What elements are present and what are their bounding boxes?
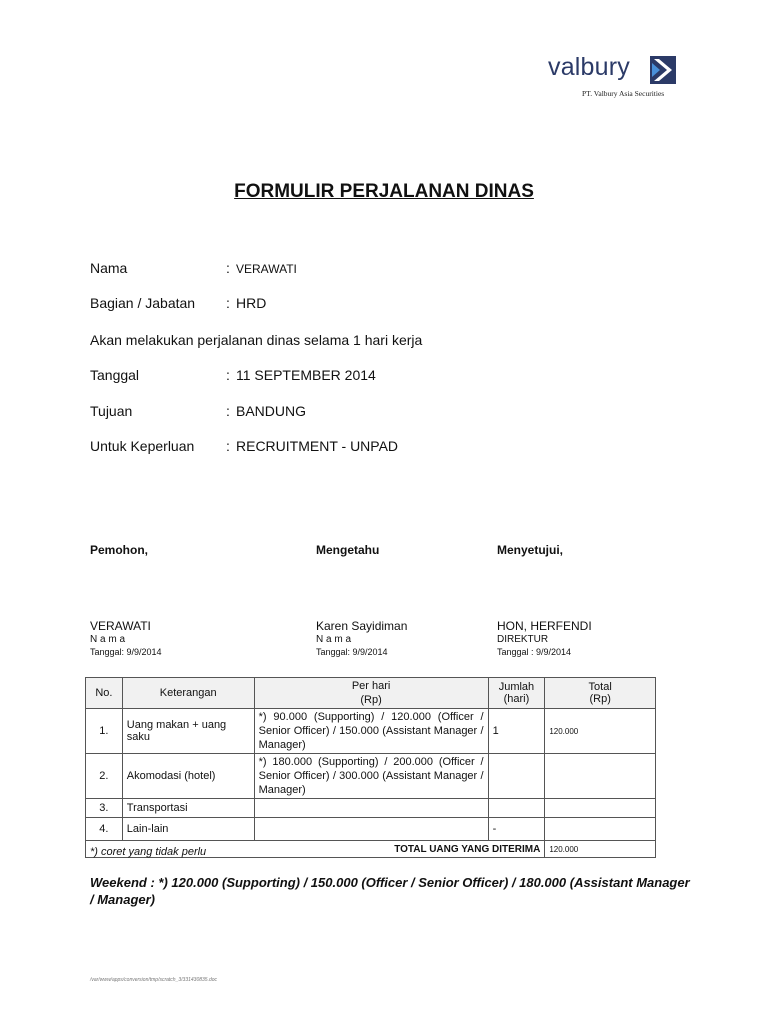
value-nama: VERAWATI: [236, 262, 297, 276]
signature-date-menyetujui: Tanggal : 9/9/2014: [497, 647, 572, 657]
signature-name-mengetahu: Karen Sayidiman: [316, 619, 408, 633]
cell-perhari: [254, 818, 488, 841]
table-header-row: [86, 678, 656, 709]
footnote: *) coret yang tidak perlu: [90, 846, 207, 858]
cell-no: 1.: [86, 709, 123, 754]
cell-keterangan: Uang makan + uang saku: [122, 709, 254, 754]
signature-sub-menyetujui: DIREKTUR: [497, 634, 549, 645]
colon: :: [226, 438, 230, 454]
header-jumlah-unit: (hari): [503, 693, 530, 705]
value-bagian: HRD: [236, 295, 267, 311]
cell-no: 3.: [86, 799, 123, 818]
header-perhari-label: Per hari: [351, 680, 391, 692]
label-tanggal: Tanggal: [90, 367, 140, 383]
value-keperluan: RECRUITMENT - UNPAD: [236, 438, 399, 454]
cell-keterangan: Lain-lain: [122, 818, 254, 841]
value-tujuan: BANDUNG: [236, 403, 307, 419]
signature-name-pemohon: VERAWATI: [90, 619, 151, 633]
cell-total: [545, 818, 656, 841]
logo-arrow-icon: [650, 56, 676, 84]
signature-heading-pemohon: Pemohon,: [90, 543, 149, 557]
header-keterangan: Keterangan: [122, 678, 254, 709]
colon: :: [226, 295, 230, 311]
signature-name-menyetujui: HON, HERFENDI: [497, 619, 592, 633]
value-tanggal: 11 SEPTEMBER 2014: [236, 367, 376, 383]
signature-heading-mengetahu: Mengetahu: [316, 543, 380, 557]
cell-total: 120.000: [545, 709, 656, 754]
cell-jumlah: 1: [488, 709, 545, 754]
logo-subtitle: PT. Valbury Asia Securities: [582, 89, 665, 98]
file-path-footer: /var/www/apps/conversion/tmp/scratch_3/331430835.doc: [90, 977, 218, 983]
total-label: TOTAL UANG YANG DITERIMA: [86, 841, 545, 858]
cell-total: [545, 754, 656, 799]
cell-keterangan: Akomodasi (hotel): [122, 754, 254, 799]
document-title: FORMULIR PERJALANAN DINAS: [234, 181, 534, 202]
colon: :: [226, 260, 230, 276]
table-row: [86, 709, 656, 754]
colon: :: [226, 367, 230, 383]
signature-sub-mengetahu: N a m a: [316, 634, 352, 645]
cell-jumlah: [488, 754, 545, 799]
header-total-unit: (Rp): [589, 693, 611, 705]
table-row: [86, 818, 656, 841]
label-keperluan: Untuk Keperluan: [90, 438, 195, 454]
cell-perhari: [254, 799, 488, 818]
label-nama: Nama: [90, 260, 128, 276]
header-total: [545, 678, 656, 709]
cell-jumlah: -: [488, 818, 545, 841]
total-value: 120.000: [545, 841, 656, 858]
company-logo: [544, 48, 684, 104]
table-row: [86, 754, 656, 799]
cell-keterangan: Transportasi: [122, 799, 254, 818]
weekend-rates: Weekend : *) 120.000 (Supporting) / 150.000 (Officer / Senior Officer) / 180.000 (Assistant Manager / Manager): [90, 875, 690, 907]
duration-statement: Akan melakukan perjalanan dinas selama 1 hari kerja: [90, 332, 423, 348]
label-tujuan: Tujuan: [90, 403, 133, 419]
logo-brand: valbury: [548, 53, 630, 81]
signature-date-mengetahu: Tanggal: 9/9/2014: [316, 647, 388, 657]
signature-date-pemohon: Tanggal: 9/9/2014: [90, 647, 162, 657]
header-perhari: [254, 678, 488, 709]
cell-jumlah: [488, 799, 545, 818]
table-row: [86, 799, 656, 818]
header-jumlah: [488, 678, 545, 709]
cell-perhari: *) 90.000 (Supporting) / 120.000 (Officer / Senior Officer) / 150.000 (Assistant Manager / Manager): [254, 709, 488, 754]
cost-table: [85, 677, 656, 858]
label-bagian: Bagian / Jabatan: [90, 295, 196, 311]
header-total-label: Total: [588, 681, 612, 693]
header-no: No.: [86, 678, 123, 709]
cell-total: [545, 799, 656, 818]
cell-no: 4.: [86, 818, 123, 841]
colon: :: [226, 403, 230, 419]
signature-heading-menyetujui: Menyetujui,: [497, 543, 564, 557]
cell-perhari: *) 180.000 (Supporting) / 200.000 (Officer / Senior Officer) / 300.000 (Assistant Manager / Manager): [254, 754, 488, 799]
cell-no: 2.: [86, 754, 123, 799]
header-perhari-unit: (Rp): [360, 694, 382, 706]
header-jumlah-label: Jumlah: [498, 681, 535, 693]
signature-sub-pemohon: N a m a: [90, 634, 126, 645]
